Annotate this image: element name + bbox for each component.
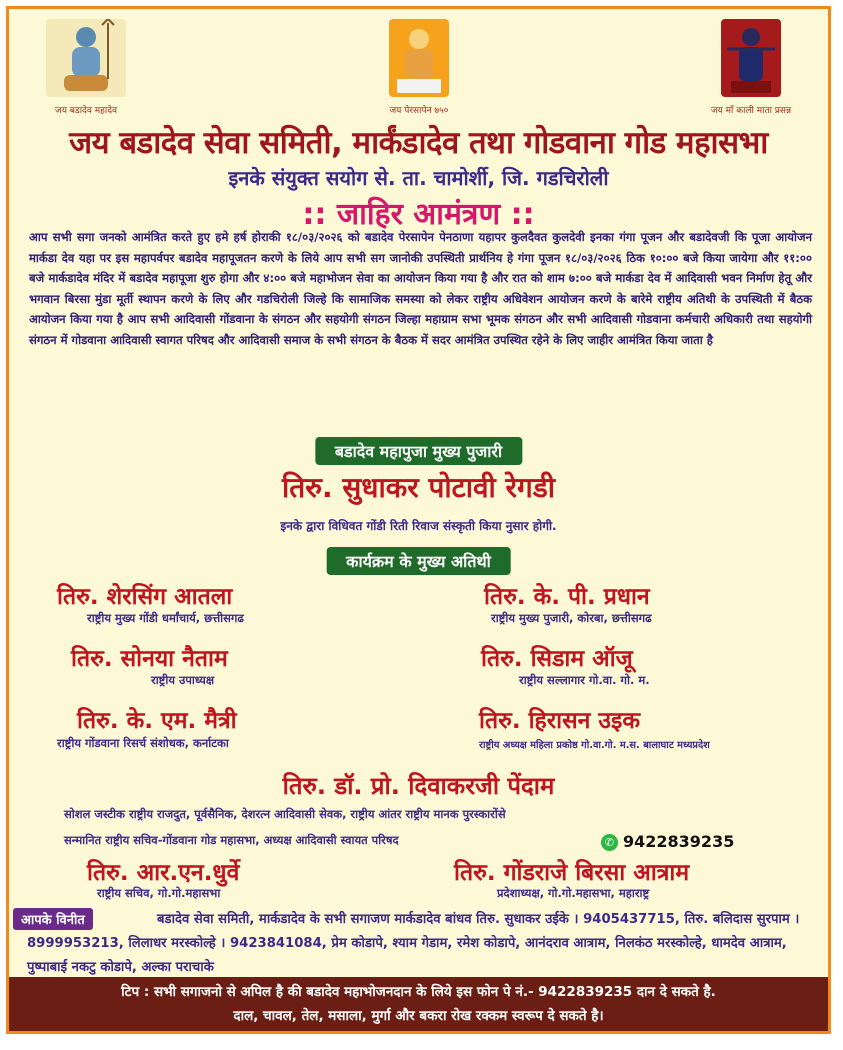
guest-name: तिरु. सोनया नैताम [71,646,228,672]
persapen-image [389,19,449,97]
chief-guest-line-1: सोशल जस्टीक राष्ट्रीय राजदुत, पूर्वसैनिक, देशरत्न आदिवासी सेवक, राष्ट्रीय आंतर राष्ट्रीय मानक पुरस्कारोंसे [64,807,506,821]
guests-banner: कार्यक्रम के मुख्य अतिथी [326,547,511,575]
guest-name: तिरु. के. पी. प्रधान [484,584,650,610]
page-subtitle: इनके संयुक्त सयोग से. ता. चामोर्शी, जि. गडचिरोली [228,166,609,190]
whatsapp-icon: ✆ [601,834,618,851]
organizers-text [27,908,817,980]
guest-role: राष्ट्रीय सल्लागार गो.वा. गो. म. [519,673,650,687]
left-caption: जय बडादेव महादेव [55,106,117,116]
footer-note [9,977,828,1031]
deity-image-center [364,19,474,116]
bottom-guest-role: प्रदेशाध्यक्ष, गो.गो.महासभा, महाराष्ट्र [497,886,650,900]
page-title: जय बडादेव सेवा समिती, मार्कंडादेव तथा गोडवाना गोड महासभा [69,125,768,161]
chief-phone [601,832,734,851]
kali-image [721,19,781,97]
priest-note: इनके द्वारा विधिवत गोंडी रिती रिवाज संस्कृती किया नुसार होगी. [280,519,557,533]
priest-name: तिरु. सुधाकर पोटावी रेगडी [282,471,555,504]
right-caption: जय माँ काली माता प्रसन्न [710,106,792,116]
bottom-guest-role: राष्ट्रीय सचिव, गो.गो.महासभा [97,886,221,900]
footer-line-1: टिप : सभी सगाजनो से अपिल है की बडादेव महाभोजनदान के लिये इस फोन पे नं.- 9422839235 दान दे सकते है. [121,984,716,1000]
guest-name: तिरु. के. एम. मैत्री [77,708,237,734]
chief-guest-line-2: सन्मानित राष्ट्रीय सचिव-गोंडवाना गोड महासभा, अध्यक्ष आदिवासी स्वायत परिषद [64,833,399,847]
guest-role: राष्ट्रीय मुख्य गोंडी धर्मांचार्य, छत्तीसगढ [87,611,244,625]
guest-role: राष्ट्रीय अध्यक्ष महिला प्रकोष्ठ गो.वा.गो. म.स. बालाघाट मध्यप्रदेश [479,740,710,751]
organizers-tag: आपके विनीत [13,908,93,930]
invitation-text: आप सभी सगा जनको आमंत्रित करते हुए हमे हर्ष होराकी १८/०३/२०२६ को बडादेव पेरसापेन पेनठाणा यहापर कुलदैवत कुलदेवी इनका गंगा पूजन और बडादेवजी कि पूजा आयोजन मार्कडा देव यहा पर इस महापर्वपर बडादेव महापूजतन करणे के लिये आप सभी सग जानोकी उपस्थिती प्रार्थनिय हे गंगा पूजन १८/०३/२०२६ ठिक १०:०० बजे किया जायेगा और ११:०० बजे मार्कडादेव मंदिर में बडादेव महापूजा शुरु होगा और ४:०० बजे महाभोजन सेवा का आयोजन किया गया है और रात को शाम ७:०० बजे मार्कडा देव में आदिवासी भवन निर्माण हेतू और भगवान बिरसा मुंडा मूर्ती स्थापन करणे के लिए और गडचिरोली जिल्हे कि सामाजिक समस्या को लेकर राष्ट्रीय अधिवेशन आयोजन करणे के बारेमे राष्ट्रीय अतिथी के उपस्थिती में बैठक आयोजन किया गया है आप सभी आदिवासी गोंडवाना के संगठन और सहयोगी संगठन जिल्हा महाग्राम सभा भूमक संगठन और सभी आदिवासी गोडवाना कर्मचारी अधिकारी तथा सहयोगी संगठन में गोडवाना आदिवासी स्वागत परिषद और आदिवासी समाज के सभी संगठन के बैठक में सदर आमंत्रित उपस्थित रहेने के लिए जाहीर आमंत्रित किया जाता है [29,230,812,347]
bottom-guest-name: तिरु. गोंडराजे बिरसा आत्राम [454,860,690,886]
priest-banner: बडादेव महापुजा मुख्य पुजारी [315,437,522,465]
guest-role: राष्ट्रीय उपाध्यक्ष [151,673,215,687]
center-caption: जय पेरसापेन ७५० [389,106,449,116]
invitation-poster [6,6,831,1034]
organizers-list: बडादेव सेवा समिती, मार्कडादेव के सभी सगाजण मार्कडादेव बांधव तिरु. सुधाकर उईके । 9405437715, तिरु. बलिदास सुरपाम । 8999953213, लिलाधर मरस्कोल्हे । 9423841084, प्रेम कोडापे, श्याम गेडाम, रमेश कोडापे, आनंदराव आत्राम, निलकंठ मरस्कोल्हे, धामदेव आत्राम, पुष्पाबाई नकटु कोडापे, अल्का पराचाके [27,912,800,975]
chief-guest-name: तिरु. डॉ. प्रो. दिवाकरजी पेंदाम [282,772,555,800]
bottom-guest-name: तिरु. आर.एन.धुर्वे [87,860,240,886]
deity-image-right [691,19,811,116]
invitation-heading: :: जाहिर आमंत्रण :: [302,197,535,232]
chief-phone-number: 9422839235 [623,832,735,851]
guest-role: राष्ट्रीय गोंडवाना रिसर्च संशोधक, कर्नाटका [57,736,229,750]
guest-name: तिरु. हिरासन उइक [479,708,640,734]
guest-role: राष्ट्रीय मुख्य पुजारी, कोरबा, छत्तीसगढ [491,611,652,625]
guest-name: तिरु. सिडाम ऑजू [481,646,633,672]
shiva-image [46,19,126,97]
guest-name: तिरु. शेरसिंग आतला [57,584,233,610]
deity-image-left [31,19,141,116]
footer-line-2: दाल, चावल, तेल, मसाला, मुर्गा और बकरा रोख रक्कम स्वरूप दे सकते है। [233,1008,604,1024]
